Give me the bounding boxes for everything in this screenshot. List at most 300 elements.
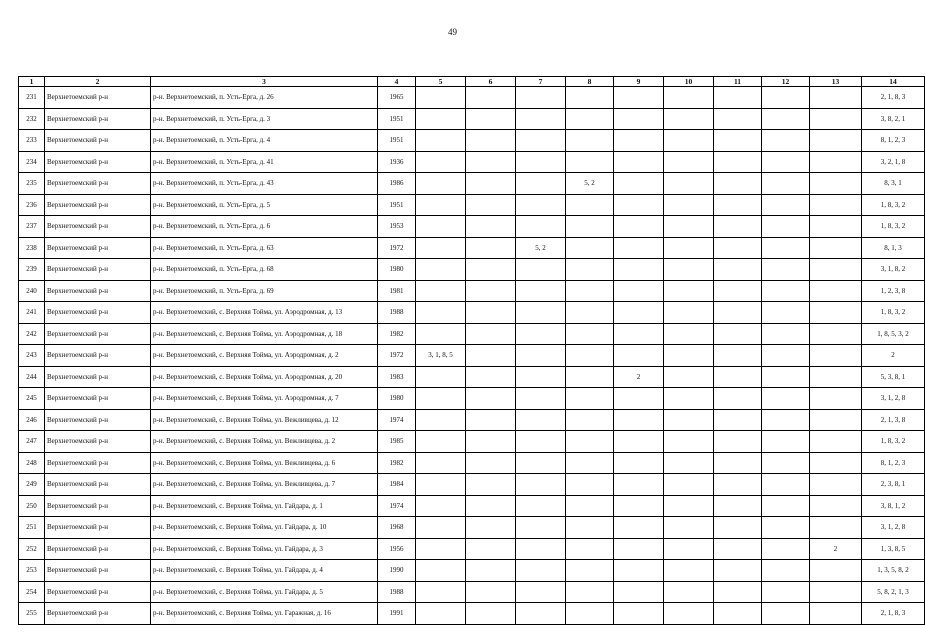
- col13-cell: [810, 388, 862, 410]
- page-number: 49: [448, 27, 457, 37]
- col14-cell: 3, 8, 2, 1: [862, 108, 925, 130]
- year-cell: 1980: [378, 388, 416, 410]
- col10-cell: [664, 87, 714, 109]
- row-number-cell: 246: [19, 409, 45, 431]
- col11-cell: [714, 151, 762, 173]
- col12-cell: [762, 603, 810, 625]
- district-cell: Верхнетоемский р-н: [45, 388, 151, 410]
- col10-cell: [664, 495, 714, 517]
- row-number-cell: 248: [19, 452, 45, 474]
- col6-cell: [466, 345, 516, 367]
- col9-cell: [614, 302, 664, 324]
- col14-cell: 3, 1, 2, 8: [862, 517, 925, 539]
- col13-cell: [810, 130, 862, 152]
- col12-cell: [762, 259, 810, 281]
- col6-cell: [466, 302, 516, 324]
- district-cell: Верхнетоемский р-н: [45, 237, 151, 259]
- col10-cell: [664, 581, 714, 603]
- year-cell: 1965: [378, 87, 416, 109]
- col11-cell: [714, 366, 762, 388]
- col10-cell: [664, 130, 714, 152]
- col9-cell: 2: [614, 366, 664, 388]
- year-cell: 1972: [378, 237, 416, 259]
- col10-cell: [664, 388, 714, 410]
- col12-cell: [762, 302, 810, 324]
- column-header: 7: [516, 77, 566, 87]
- year-cell: 1981: [378, 280, 416, 302]
- col14-cell: 8, 1, 2, 3: [862, 452, 925, 474]
- col8-cell: [566, 259, 614, 281]
- col5-cell: [416, 323, 466, 345]
- column-header: 9: [614, 77, 664, 87]
- col7-cell: [516, 280, 566, 302]
- col12-cell: [762, 581, 810, 603]
- col9-cell: [614, 173, 664, 195]
- col14-cell: 1, 3, 8, 5: [862, 538, 925, 560]
- row-number-cell: 253: [19, 560, 45, 582]
- address-cell: р-н. Верхнетоемский, с. Верхняя Тойма, ул. Аэродромная, д. 13: [151, 302, 378, 324]
- col5-cell: [416, 517, 466, 539]
- col9-cell: [614, 581, 664, 603]
- col12-cell: [762, 130, 810, 152]
- address-cell: р-н. Верхнетоемский, с. Верхняя Тойма, ул. Вежливцева, д. 6: [151, 452, 378, 474]
- year-cell: 1986: [378, 173, 416, 195]
- district-cell: Верхнетоемский р-н: [45, 538, 151, 560]
- col7-cell: [516, 495, 566, 517]
- year-cell: 1974: [378, 495, 416, 517]
- col8-cell: [566, 431, 614, 453]
- col12-cell: [762, 517, 810, 539]
- col5-cell: [416, 259, 466, 281]
- col5-cell: [416, 173, 466, 195]
- col5-cell: [416, 366, 466, 388]
- col14-cell: 1, 8, 3, 2: [862, 431, 925, 453]
- col12-cell: [762, 474, 810, 496]
- col8-cell: [566, 538, 614, 560]
- row-number-cell: 243: [19, 345, 45, 367]
- col5-cell: [416, 452, 466, 474]
- table-row: [19, 452, 925, 474]
- col14-cell: 1, 8, 3, 2: [862, 194, 925, 216]
- col11-cell: [714, 431, 762, 453]
- row-number-cell: 247: [19, 431, 45, 453]
- address-cell: р-н. Верхнетоемский, п. Усть-Ерга, д. 68: [151, 259, 378, 281]
- col13-cell: [810, 151, 862, 173]
- table-row: [19, 216, 925, 238]
- district-cell: Верхнетоемский р-н: [45, 280, 151, 302]
- table-row: [19, 323, 925, 345]
- col11-cell: [714, 388, 762, 410]
- address-cell: р-н. Верхнетоемский, с. Верхняя Тойма, ул. Аэродромная, д. 7: [151, 388, 378, 410]
- col10-cell: [664, 194, 714, 216]
- table-body: [19, 87, 925, 625]
- col13-cell: [810, 366, 862, 388]
- col9-cell: [614, 194, 664, 216]
- col5-cell: [416, 302, 466, 324]
- col14-cell: 1, 8, 3, 2: [862, 216, 925, 238]
- table-row: [19, 409, 925, 431]
- col6-cell: [466, 431, 516, 453]
- register-table: [18, 76, 925, 625]
- col10-cell: [664, 151, 714, 173]
- table-row: [19, 474, 925, 496]
- col6-cell: [466, 474, 516, 496]
- header-row: [19, 77, 925, 87]
- col13-cell: 2: [810, 538, 862, 560]
- year-cell: 1985: [378, 431, 416, 453]
- year-cell: 1980: [378, 259, 416, 281]
- year-cell: 1984: [378, 474, 416, 496]
- col8-cell: [566, 345, 614, 367]
- address-cell: р-н. Верхнетоемский, с. Верхняя Тойма, ул. Вежливцева, д. 2: [151, 431, 378, 453]
- col11-cell: [714, 474, 762, 496]
- col13-cell: [810, 173, 862, 195]
- year-cell: 1991: [378, 603, 416, 625]
- col8-cell: [566, 474, 614, 496]
- col14-cell: 2: [862, 345, 925, 367]
- col13-cell: [810, 108, 862, 130]
- address-cell: р-н. Верхнетоемский, п. Усть-Ерга, д. 6: [151, 216, 378, 238]
- col13-cell: [810, 474, 862, 496]
- table-row: [19, 495, 925, 517]
- col9-cell: [614, 474, 664, 496]
- col7-cell: [516, 345, 566, 367]
- col10-cell: [664, 474, 714, 496]
- col9-cell: [614, 345, 664, 367]
- address-cell: р-н. Верхнетоемский, с. Верхняя Тойма, ул. Аэродромная, д. 2: [151, 345, 378, 367]
- table-row: [19, 431, 925, 453]
- table-row: [19, 388, 925, 410]
- year-cell: 1968: [378, 517, 416, 539]
- row-number-cell: 236: [19, 194, 45, 216]
- col11-cell: [714, 452, 762, 474]
- address-cell: р-н. Верхнетоемский, п. Усть-Ерга, д. 4: [151, 130, 378, 152]
- col11-cell: [714, 345, 762, 367]
- col12-cell: [762, 409, 810, 431]
- col9-cell: [614, 323, 664, 345]
- row-number-cell: 241: [19, 302, 45, 324]
- col8-cell: [566, 560, 614, 582]
- address-cell: р-н. Верхнетоемский, п. Усть-Ерга, д. 41: [151, 151, 378, 173]
- district-cell: Верхнетоемский р-н: [45, 517, 151, 539]
- col10-cell: [664, 366, 714, 388]
- col12-cell: [762, 323, 810, 345]
- col12-cell: [762, 495, 810, 517]
- address-cell: р-н. Верхнетоемский, п. Усть-Ерга, д. 5: [151, 194, 378, 216]
- row-number-cell: 249: [19, 474, 45, 496]
- address-cell: р-н. Верхнетоемский, с. Верхняя Тойма, ул. Гайдара, д. 10: [151, 517, 378, 539]
- col14-cell: 5, 3, 8, 1: [862, 366, 925, 388]
- col14-cell: 8, 3, 1: [862, 173, 925, 195]
- table-row: [19, 345, 925, 367]
- col11-cell: [714, 538, 762, 560]
- table-row: [19, 259, 925, 281]
- col7-cell: [516, 108, 566, 130]
- row-number-cell: 235: [19, 173, 45, 195]
- col5-cell: [416, 108, 466, 130]
- address-cell: р-н. Верхнетоемский, п. Усть-Ерга, д. 26: [151, 87, 378, 109]
- row-number-cell: 244: [19, 366, 45, 388]
- col13-cell: [810, 560, 862, 582]
- table-row: [19, 560, 925, 582]
- col10-cell: [664, 431, 714, 453]
- district-cell: Верхнетоемский р-н: [45, 173, 151, 195]
- col5-cell: [416, 474, 466, 496]
- col11-cell: [714, 280, 762, 302]
- year-cell: 1951: [378, 130, 416, 152]
- col6-cell: [466, 173, 516, 195]
- year-cell: 1972: [378, 345, 416, 367]
- col14-cell: 3, 2, 1, 8: [862, 151, 925, 173]
- row-number-cell: 251: [19, 517, 45, 539]
- address-cell: р-н. Верхнетоемский, с. Верхняя Тойма, ул. Аэродромная, д. 20: [151, 366, 378, 388]
- col9-cell: [614, 409, 664, 431]
- row-number-cell: 232: [19, 108, 45, 130]
- column-header: 4: [378, 77, 416, 87]
- col13-cell: [810, 603, 862, 625]
- col10-cell: [664, 452, 714, 474]
- col10-cell: [664, 345, 714, 367]
- col5-cell: [416, 237, 466, 259]
- table-row: [19, 173, 925, 195]
- col14-cell: 2, 1, 8, 3: [862, 87, 925, 109]
- col10-cell: [664, 603, 714, 625]
- district-cell: Верхнетоемский р-н: [45, 495, 151, 517]
- col7-cell: [516, 581, 566, 603]
- col7-cell: [516, 431, 566, 453]
- table-row: [19, 237, 925, 259]
- district-cell: Верхнетоемский р-н: [45, 151, 151, 173]
- col12-cell: [762, 538, 810, 560]
- district-cell: Верхнетоемский р-н: [45, 345, 151, 367]
- col11-cell: [714, 130, 762, 152]
- col12-cell: [762, 151, 810, 173]
- col10-cell: [664, 538, 714, 560]
- col13-cell: [810, 194, 862, 216]
- col7-cell: [516, 151, 566, 173]
- col7-cell: [516, 452, 566, 474]
- col5-cell: [416, 409, 466, 431]
- col14-cell: 3, 1, 2, 8: [862, 388, 925, 410]
- column-header: 5: [416, 77, 466, 87]
- col8-cell: [566, 581, 614, 603]
- col5-cell: 3, 1, 8, 5: [416, 345, 466, 367]
- col7-cell: [516, 474, 566, 496]
- col10-cell: [664, 216, 714, 238]
- col13-cell: [810, 216, 862, 238]
- col6-cell: [466, 388, 516, 410]
- district-cell: Верхнетоемский р-н: [45, 259, 151, 281]
- col11-cell: [714, 302, 762, 324]
- col6-cell: [466, 280, 516, 302]
- col11-cell: [714, 495, 762, 517]
- column-header: 14: [862, 77, 925, 87]
- col11-cell: [714, 603, 762, 625]
- col12-cell: [762, 388, 810, 410]
- col11-cell: [714, 259, 762, 281]
- address-cell: р-н. Верхнетоемский, с. Верхняя Тойма, ул. Вежливцева, д. 12: [151, 409, 378, 431]
- district-cell: Верхнетоемский р-н: [45, 194, 151, 216]
- col13-cell: [810, 237, 862, 259]
- col11-cell: [714, 216, 762, 238]
- district-cell: Верхнетоемский р-н: [45, 603, 151, 625]
- col6-cell: [466, 216, 516, 238]
- col12-cell: [762, 345, 810, 367]
- col5-cell: [416, 581, 466, 603]
- col8-cell: [566, 237, 614, 259]
- col8-cell: [566, 280, 614, 302]
- col14-cell: 1, 8, 3, 2: [862, 302, 925, 324]
- col7-cell: [516, 302, 566, 324]
- col5-cell: [416, 130, 466, 152]
- col9-cell: [614, 87, 664, 109]
- col12-cell: [762, 194, 810, 216]
- year-cell: 1953: [378, 216, 416, 238]
- col9-cell: [614, 431, 664, 453]
- col6-cell: [466, 538, 516, 560]
- col10-cell: [664, 517, 714, 539]
- year-cell: 1988: [378, 302, 416, 324]
- address-cell: р-н. Верхнетоемский, п. Усть-Ерга, д. 63: [151, 237, 378, 259]
- col8-cell: [566, 151, 614, 173]
- col6-cell: [466, 130, 516, 152]
- col5-cell: [416, 495, 466, 517]
- table-row: [19, 366, 925, 388]
- year-cell: 1951: [378, 108, 416, 130]
- col13-cell: [810, 581, 862, 603]
- table-row: [19, 581, 925, 603]
- col10-cell: [664, 409, 714, 431]
- col5-cell: [416, 560, 466, 582]
- col11-cell: [714, 581, 762, 603]
- col9-cell: [614, 388, 664, 410]
- col8-cell: [566, 603, 614, 625]
- row-number-cell: 245: [19, 388, 45, 410]
- column-header: 10: [664, 77, 714, 87]
- col5-cell: [416, 216, 466, 238]
- col6-cell: [466, 151, 516, 173]
- district-cell: Верхнетоемский р-н: [45, 431, 151, 453]
- col8-cell: [566, 495, 614, 517]
- col14-cell: 5, 8, 2, 1, 3: [862, 581, 925, 603]
- column-header: 13: [810, 77, 862, 87]
- col8-cell: [566, 130, 614, 152]
- col11-cell: [714, 409, 762, 431]
- year-cell: 1983: [378, 366, 416, 388]
- district-cell: Верхнетоемский р-н: [45, 366, 151, 388]
- row-number-cell: 231: [19, 87, 45, 109]
- col6-cell: [466, 259, 516, 281]
- year-cell: 1936: [378, 151, 416, 173]
- address-cell: р-н. Верхнетоемский, с. Верхняя Тойма, ул. Гайдара, д. 1: [151, 495, 378, 517]
- col14-cell: 3, 8, 1, 2: [862, 495, 925, 517]
- column-header: 11: [714, 77, 762, 87]
- col9-cell: [614, 560, 664, 582]
- district-cell: Верхнетоемский р-н: [45, 87, 151, 109]
- col9-cell: [614, 280, 664, 302]
- col6-cell: [466, 194, 516, 216]
- col12-cell: [762, 280, 810, 302]
- col6-cell: [466, 495, 516, 517]
- table-row: [19, 280, 925, 302]
- table-row: [19, 151, 925, 173]
- col11-cell: [714, 517, 762, 539]
- col8-cell: [566, 452, 614, 474]
- col12-cell: [762, 216, 810, 238]
- row-number-cell: 234: [19, 151, 45, 173]
- col5-cell: [416, 194, 466, 216]
- col7-cell: 5, 2: [516, 237, 566, 259]
- col7-cell: [516, 366, 566, 388]
- col9-cell: [614, 130, 664, 152]
- col6-cell: [466, 560, 516, 582]
- col8-cell: [566, 216, 614, 238]
- col8-cell: [566, 108, 614, 130]
- col6-cell: [466, 581, 516, 603]
- col14-cell: 2, 1, 8, 3: [862, 603, 925, 625]
- col6-cell: [466, 323, 516, 345]
- col9-cell: [614, 151, 664, 173]
- district-cell: Верхнетоемский р-н: [45, 323, 151, 345]
- table-row: [19, 538, 925, 560]
- row-number-cell: 239: [19, 259, 45, 281]
- year-cell: 1956: [378, 538, 416, 560]
- col14-cell: 2, 3, 8, 1: [862, 474, 925, 496]
- col13-cell: [810, 280, 862, 302]
- col8-cell: [566, 366, 614, 388]
- col12-cell: [762, 108, 810, 130]
- row-number-cell: 237: [19, 216, 45, 238]
- table-row: [19, 517, 925, 539]
- col14-cell: 8, 1, 2, 3: [862, 130, 925, 152]
- col13-cell: [810, 431, 862, 453]
- col13-cell: [810, 302, 862, 324]
- col8-cell: [566, 323, 614, 345]
- col12-cell: [762, 560, 810, 582]
- col5-cell: [416, 280, 466, 302]
- row-number-cell: 233: [19, 130, 45, 152]
- year-cell: 1982: [378, 323, 416, 345]
- address-cell: р-н. Верхнетоемский, п. Усть-Ерга, д. 43: [151, 173, 378, 195]
- year-cell: 1982: [378, 452, 416, 474]
- address-cell: р-н. Верхнетоемский, с. Верхняя Тойма, ул. Гайдара, д. 3: [151, 538, 378, 560]
- row-number-cell: 255: [19, 603, 45, 625]
- col8-cell: [566, 388, 614, 410]
- col14-cell: 1, 8, 5, 3, 2: [862, 323, 925, 345]
- col12-cell: [762, 431, 810, 453]
- address-cell: р-н. Верхнетоемский, п. Усть-Ерга, д. 3: [151, 108, 378, 130]
- col6-cell: [466, 366, 516, 388]
- address-cell: р-н. Верхнетоемский, с. Верхняя Тойма, ул. Гайдара, д. 4: [151, 560, 378, 582]
- col5-cell: [416, 538, 466, 560]
- col12-cell: [762, 366, 810, 388]
- address-cell: р-н. Верхнетоемский, п. Усть-Ерга, д. 69: [151, 280, 378, 302]
- row-number-cell: 252: [19, 538, 45, 560]
- col13-cell: [810, 87, 862, 109]
- table-row: [19, 603, 925, 625]
- year-cell: 1974: [378, 409, 416, 431]
- table-row: [19, 87, 925, 109]
- col13-cell: [810, 345, 862, 367]
- col5-cell: [416, 388, 466, 410]
- col7-cell: [516, 409, 566, 431]
- row-number-cell: 242: [19, 323, 45, 345]
- row-number-cell: 238: [19, 237, 45, 259]
- address-cell: р-н. Верхнетоемский, с. Верхняя Тойма, ул. Гайдара, д. 5: [151, 581, 378, 603]
- col9-cell: [614, 452, 664, 474]
- col8-cell: [566, 194, 614, 216]
- district-cell: Верхнетоемский р-н: [45, 452, 151, 474]
